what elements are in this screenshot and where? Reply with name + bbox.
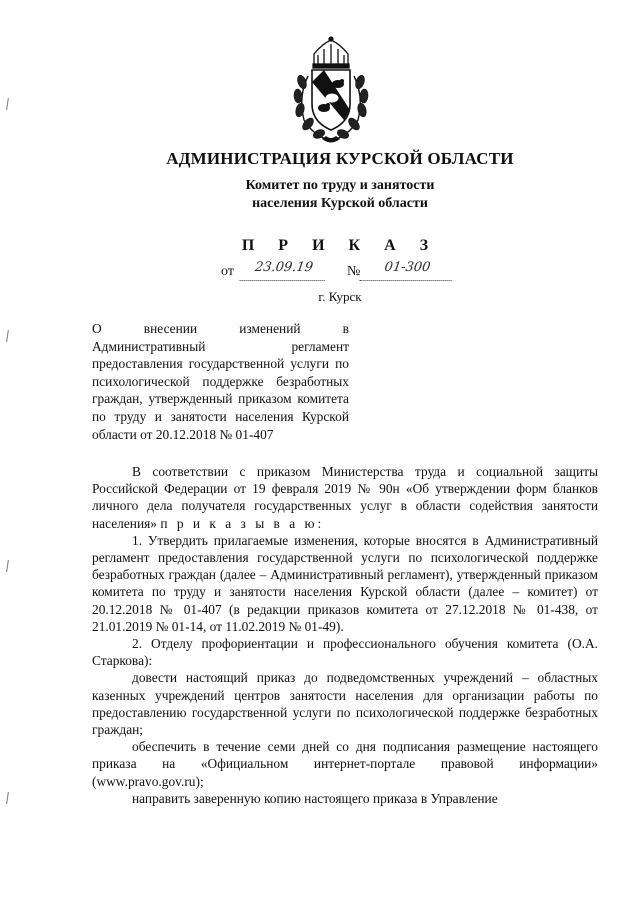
committee-line-2: населения Курской области: [252, 196, 428, 211]
committee-name: [0, 177, 640, 213]
organization-title: АДМИНИСТРАЦИЯ КУРСКОЙ ОБЛАСТИ: [166, 149, 514, 168]
item-2b-paragraph: обеспечить в течение семи дней со дня подписания размещение настоящего приказа на «Официальном интернет-портале правовой информации» (www.pravo.gov.ru);: [92, 739, 598, 789]
order-body: [92, 463, 598, 807]
margin-scan-mark: [6, 792, 9, 804]
order-subject: О внесении изменений в Административный регламент предоставления государственной услуги по психологической поддержке безработных граждан, утвержденный приказом комитета по труду и занятости населения Курской области от 20.12.2018 № 01-407: [92, 321, 349, 442]
order-number: 01-300: [360, 260, 455, 281]
margin-scan-mark: [6, 560, 9, 572]
intro-order-word: п р и к а з ы в а ю:: [160, 515, 325, 531]
date-prefix: от: [221, 264, 234, 279]
item-2-paragraph: 2. Отделу профориентации и профессионального обучения комитета (О.А. Старкова):: [92, 636, 598, 669]
order-date-number-row: [221, 260, 456, 284]
margin-scan-mark: [6, 330, 9, 342]
coat-of-arms-emblem: [288, 36, 374, 146]
city-line: г. Курск: [318, 289, 362, 304]
item-2a-paragraph: довести настоящий приказ до подведомственных учреждений – областных казенных учреждений центров занятости населения для организации работы по предоставлению государственной услуги по психологической поддержке безработных граждан;: [92, 670, 598, 738]
item-1-paragraph: 1. Утвердить прилагаемые изменения, которые вносятся в Административный регламент предоставления государственной услуги по психологической поддержке безработных граждан (далее – Административный регламент), утвержденный приказом комитета по труду и занятости населения Курской области (далее – комитет) от 20.12.2018 № 01-407 (в редакции приказов комитета от 27.12.2018 № 01-438, от 21.01.2019 № 01-14, от 11.02.2019 № 01-49).: [92, 532, 598, 634]
order-heading: П Р И К А З: [241, 237, 439, 254]
margin-scan-mark: [6, 98, 9, 110]
intro-paragraph: [92, 463, 598, 532]
committee-line-1: Комитет по труду и занятости: [245, 178, 435, 193]
order-date: 23.09.19: [240, 260, 328, 281]
item-2c-paragraph: направить заверенную копию настоящего приказа в Управление: [132, 790, 498, 806]
number-prefix: №: [347, 264, 361, 279]
intro-text: В соответствии с приказом Министерства труда и социальной защиты Российской Федерации от 19 февраля 2019 № 90н «Об утверждении форм бланков личного дела получателя государственных услуг в области содействия занятости населения»: [92, 464, 598, 531]
